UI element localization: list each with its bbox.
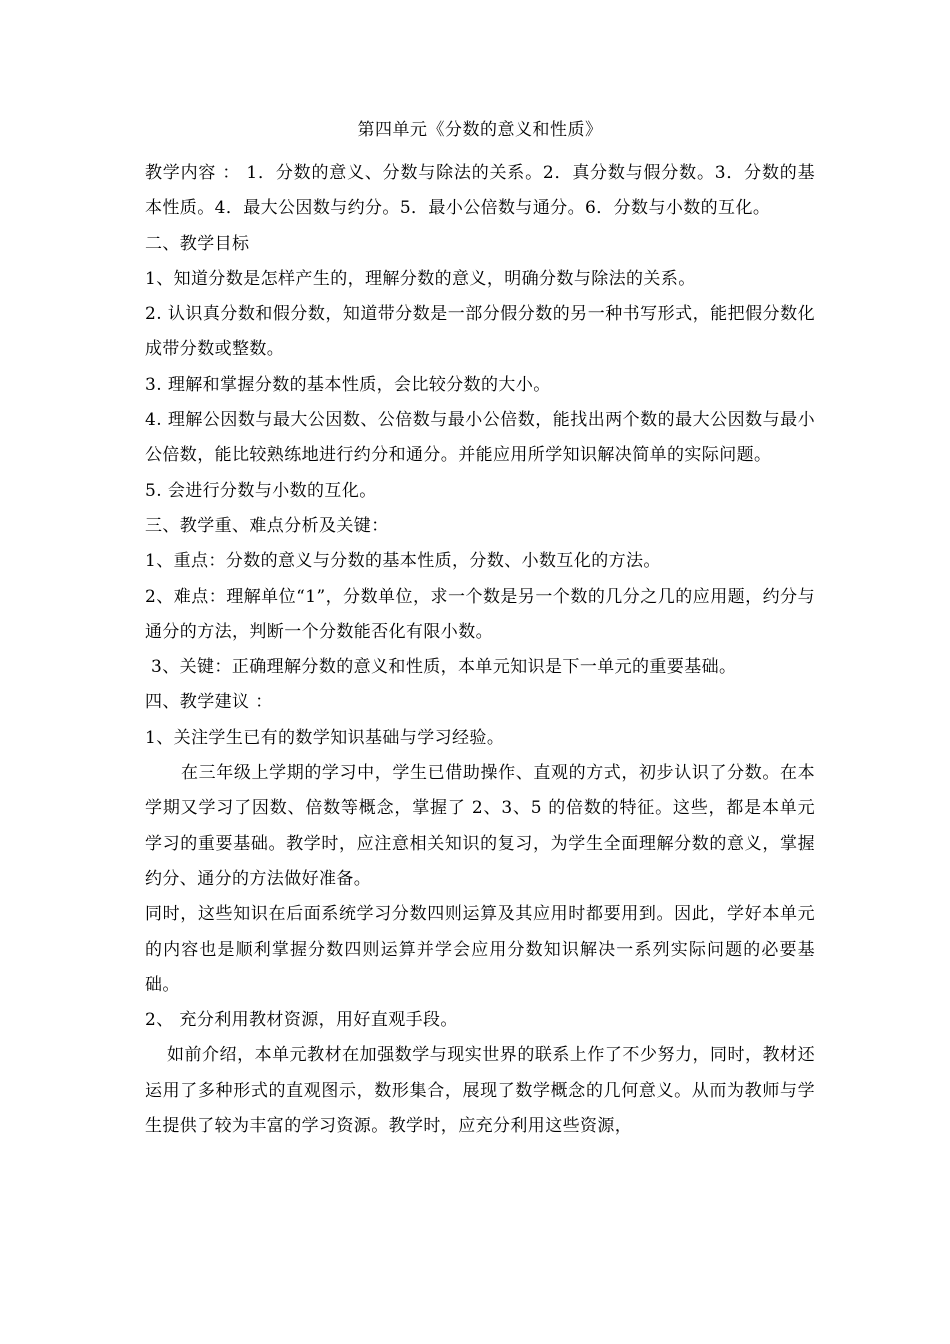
suggestion-1-body: 在三年级上学期的学习中，学生已借助操作、直观的方式，初步认识了分数。在本学期又学习了因数、倍数等概念，掌握了 2、3、5 的倍数的特征。这些，都是本单元学习的重要基础。教学时，应注意相关知识的复习，为学生全面理解分数的意义，掌握约分、通分的方法做好准备。 [145,763,815,889]
document-page [145,118,815,1144]
document-title: 第四单元《分数的意义和性质》 [357,120,603,140]
key-point-3: 3、关键：正确理解分数的意义和性质，本单元知识是下一单元的重要基础。 [151,657,737,678]
goal-3: 3. 理解和掌握分数的基本性质，会比较分数的大小。 [145,374,551,395]
heading-suggestions: 四、教学建议 ： [145,692,273,713]
goal-4: 4. 理解公因数与最大公因数、公倍数与最小公倍数，能找出两个数的最大公因数与最小公倍数，能比较熟练地进行约分和通分。并能应用所学知识解决简单的实际问题。 [145,410,815,466]
goal-1: 1、知道分数是怎样产生的，理解分数的意义，明确分数与除法的关系。 [145,268,696,289]
heading-key-points: 三、教学重、难点分析及关键： [145,515,389,536]
key-point-1: 1、重点：分数的意义与分数的基本性质，分数、小数互化的方法。 [145,551,661,572]
suggestion-2-body: 如前介绍，本单元教材在加强数学与现实世界的联系上作了不少努力，同时，教材还运用了多种形式的直观图示，数形集合，展现了数学概念的几何意义。从而为教师与学生提供了较为丰富的学习资源。教学时，应充分利用这些资源， [145,1045,815,1137]
heading-teaching-goals: 二、教学目标 [145,233,250,254]
suggestion-1: 1、关注学生已有的数学知识基础与学习经验。 [145,727,505,748]
key-point-2: 2、难点：理解单位“1”，分数单位，求一个数是另一个数的几分之几的应用题，约分与通分的方法，判断一个分数能否化有限小数。 [145,586,815,642]
paragraph-teaching-content: 教学内容 ： 1．分数的意义、分数与除法的关系。2．真分数与假分数。3．分数的基本性质。4．最大公因数与约分。5．最小公倍数与通分。6．分数与小数的互化。 [145,163,815,219]
suggestion-2: 2、 充分利用教材资源，用好直观手段。 [145,1010,458,1031]
suggestion-1-body-2: 同时，这些知识在后面系统学习分数四则运算及其应用时都要用到。因此，学好本单元的内容也是顺利掌握分数四则运算并学会应用分数知识解决一系列实际问题的必要基础。 [145,904,815,995]
goal-2: 2. 认识真分数和假分数，知道带分数是一部分假分数的另一种书写形式，能把假分数化成带分数或整数。 [145,304,815,360]
goal-5: 5. 会进行分数与小数的互化。 [145,480,377,501]
